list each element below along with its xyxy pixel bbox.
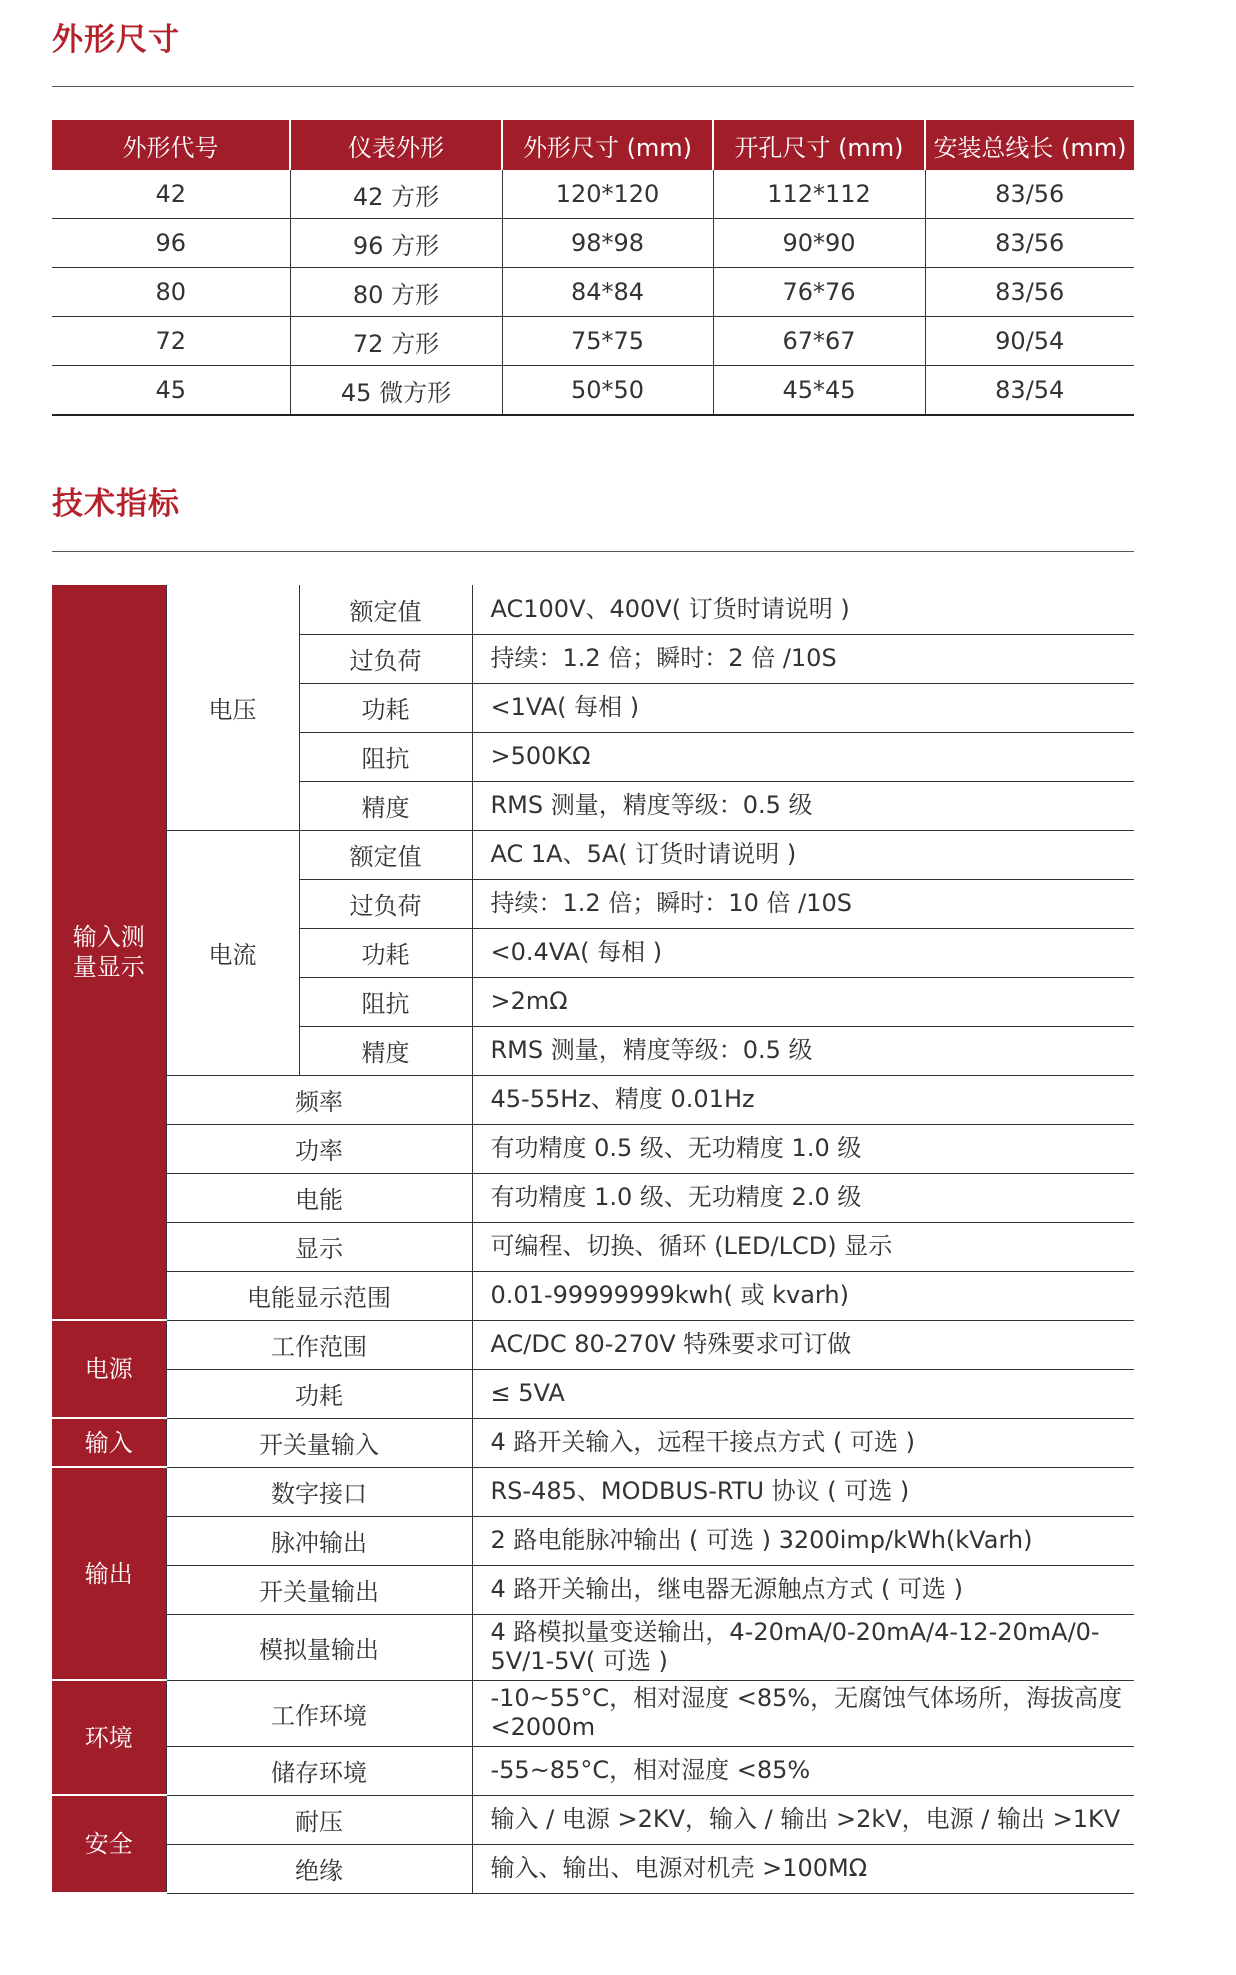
spec-name: 脉冲输出	[166, 1516, 472, 1565]
spec-name: 储存环境	[166, 1746, 472, 1795]
category-environment: 环境	[52, 1680, 166, 1795]
table-row	[52, 317, 1134, 366]
spec-name: 功耗	[299, 683, 472, 732]
cell-length: 83/56	[925, 268, 1134, 317]
spec-name: 阻抗	[299, 977, 472, 1026]
dimensions-table	[52, 120, 1134, 416]
table-row	[52, 1746, 1134, 1795]
spec-name: 显示	[166, 1222, 472, 1271]
spec-value: RS-485、MODBUS-RTU 协议 ( 可选 )	[472, 1467, 1134, 1516]
table-row	[52, 1614, 1134, 1680]
table-row	[52, 1173, 1134, 1222]
category-output: 输出	[52, 1467, 166, 1680]
spec-name: 功耗	[299, 928, 472, 977]
spec-value: RMS 测量，精度等级：0.5 级	[472, 1026, 1134, 1075]
cell-size: 75*75	[502, 317, 713, 366]
spec-name: 精度	[299, 1026, 472, 1075]
spec-value: -10~55°C，相对湿度 <85%，无腐蚀气体场所，海拔高度 <2000m	[472, 1680, 1134, 1746]
cell-size: 84*84	[502, 268, 713, 317]
spec-name: 阻抗	[299, 732, 472, 781]
cell-shape: 45 微方形	[290, 366, 502, 416]
spec-value: 4 路开关输出，继电器无源触点方式 ( 可选 )	[472, 1565, 1134, 1614]
table-row	[52, 1320, 1134, 1369]
cell-length: 83/54	[925, 366, 1134, 416]
spec-value: <0.4VA( 每相 )	[472, 928, 1134, 977]
cell-shape: 42 方形	[290, 170, 502, 219]
cell-size: 98*98	[502, 219, 713, 268]
header-length: 安装总线长 (mm)	[925, 120, 1134, 170]
cell-code: 72	[52, 317, 290, 366]
cell-size: 120*120	[502, 170, 713, 219]
cell-shape: 96 方形	[290, 219, 502, 268]
dimensions-title: 外形尺寸	[52, 22, 180, 58]
spec-value: 有功精度 0.5 级、无功精度 1.0 级	[472, 1124, 1134, 1173]
spec-value: 4 路模拟量变送输出，4-20mA/0-20mA/4-12-20mA/0-5V/1-5V( 可选 )	[472, 1614, 1134, 1680]
cell-cutout: 45*45	[713, 366, 925, 416]
cell-code: 45	[52, 366, 290, 416]
spec-name: 精度	[299, 781, 472, 830]
category-safety: 安全	[52, 1795, 166, 1893]
spec-name: 额定值	[299, 830, 472, 879]
table-row	[52, 830, 1134, 879]
spec-value: 可编程、切换、循环 (LED/LCD) 显示	[472, 1222, 1134, 1271]
specs-title: 技术指标	[52, 486, 180, 522]
spec-name: 工作范围	[166, 1320, 472, 1369]
spec-value: ≤ 5VA	[472, 1369, 1134, 1418]
cell-shape: 72 方形	[290, 317, 502, 366]
table-row	[52, 268, 1134, 317]
cell-size: 50*50	[502, 366, 713, 416]
table-row	[52, 1844, 1134, 1893]
spec-value: <1VA( 每相 )	[472, 683, 1134, 732]
table-row	[52, 1565, 1134, 1614]
spec-value: 持续：1.2 倍；瞬时：2 倍 /10S	[472, 634, 1134, 683]
spec-value: AC100V、400V( 订货时请说明 )	[472, 585, 1134, 634]
spec-name: 工作环境	[166, 1680, 472, 1746]
spec-value: 2 路电能脉冲输出 ( 可选 ) 3200imp/kWh(kVarh)	[472, 1516, 1134, 1565]
table-row	[52, 170, 1134, 219]
table-row	[52, 1680, 1134, 1746]
dimensions-header-row	[52, 120, 1134, 170]
spec-name: 额定值	[299, 585, 472, 634]
table-row	[52, 1795, 1134, 1844]
group-voltage: 电压	[166, 585, 299, 830]
spec-value: 4 路开关输入，远程干接点方式 ( 可选 )	[472, 1418, 1134, 1467]
cell-code: 80	[52, 268, 290, 317]
spec-name: 频率	[166, 1075, 472, 1124]
category-input-measure	[52, 585, 166, 1320]
spec-name: 绝缘	[166, 1844, 472, 1893]
spec-value: 输入 / 电源 >2KV，输入 / 输出 >2kV，电源 / 输出 >1KV	[472, 1795, 1134, 1844]
spec-value: 45-55Hz、精度 0.01Hz	[472, 1075, 1134, 1124]
header-cutout: 开孔尺寸 (mm)	[713, 120, 925, 170]
spec-value: 有功精度 1.0 级、无功精度 2.0 级	[472, 1173, 1134, 1222]
spec-name: 模拟量输出	[166, 1614, 472, 1680]
cell-cutout: 67*67	[713, 317, 925, 366]
table-row	[52, 585, 1134, 634]
spec-name: 过负荷	[299, 634, 472, 683]
spec-name: 过负荷	[299, 879, 472, 928]
spec-value: AC 1A、5A( 订货时请说明 )	[472, 830, 1134, 879]
spec-name: 开关量输入	[166, 1418, 472, 1467]
cell-code: 42	[52, 170, 290, 219]
spec-value: 持续：1.2 倍；瞬时：10 倍 /10S	[472, 879, 1134, 928]
category-power: 电源	[52, 1320, 166, 1418]
cell-cutout: 76*76	[713, 268, 925, 317]
header-code: 外形代号	[52, 120, 290, 170]
cell-cutout: 112*112	[713, 170, 925, 219]
cell-code: 96	[52, 219, 290, 268]
cell-length: 83/56	[925, 170, 1134, 219]
spec-value: >500KΩ	[472, 732, 1134, 781]
category-label: 输入测量显示	[72, 923, 145, 981]
table-row	[52, 1369, 1134, 1418]
spec-name: 数字接口	[166, 1467, 472, 1516]
table-row	[52, 1222, 1134, 1271]
cell-length: 83/56	[925, 219, 1134, 268]
spec-value: 输入、输出、电源对机壳 >100MΩ	[472, 1844, 1134, 1893]
spec-value: RMS 测量，精度等级：0.5 级	[472, 781, 1134, 830]
header-shape: 仪表外形	[290, 120, 502, 170]
spec-name: 开关量输出	[166, 1565, 472, 1614]
dimensions-divider	[52, 86, 1134, 87]
table-row	[52, 1075, 1134, 1124]
table-row	[52, 219, 1134, 268]
spec-value: AC/DC 80-270V 特殊要求可订做	[472, 1320, 1134, 1369]
table-row	[52, 1124, 1134, 1173]
table-row	[52, 1271, 1134, 1320]
cell-shape: 80 方形	[290, 268, 502, 317]
table-row	[52, 1516, 1134, 1565]
spec-value: 0.01-99999999kwh( 或 kvarh)	[472, 1271, 1134, 1320]
spec-name: 耐压	[166, 1795, 472, 1844]
spec-value: >2mΩ	[472, 977, 1134, 1026]
spec-name: 电能	[166, 1173, 472, 1222]
spec-name: 功率	[166, 1124, 472, 1173]
category-input: 输入	[52, 1418, 166, 1467]
group-current: 电流	[166, 830, 299, 1075]
cell-length: 90/54	[925, 317, 1134, 366]
spec-name: 功耗	[166, 1369, 472, 1418]
specs-divider	[52, 551, 1134, 552]
spec-value: -55~85°C，相对湿度 <85%	[472, 1746, 1134, 1795]
table-row	[52, 366, 1134, 416]
cell-cutout: 90*90	[713, 219, 925, 268]
table-row	[52, 1418, 1134, 1467]
header-size: 外形尺寸 (mm)	[502, 120, 713, 170]
spec-name: 电能显示范围	[166, 1271, 472, 1320]
table-row	[52, 1467, 1134, 1516]
specs-table	[52, 585, 1134, 1894]
